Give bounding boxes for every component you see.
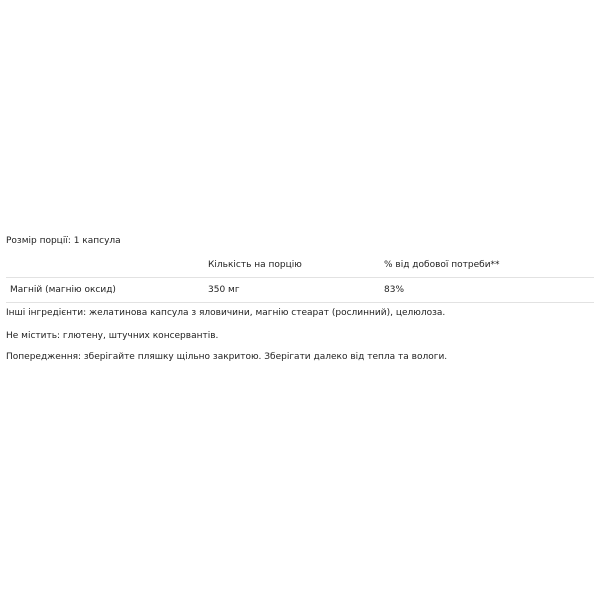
nutrition-table	[6, 253, 594, 303]
header-amount-per-serving: Кількість на порцію	[208, 260, 302, 270]
warning: Попередження: зберігайте пляшку щільно закритою. Зберігати далеко від тепла та вологи.	[6, 352, 448, 362]
table-row	[6, 278, 594, 303]
nutrient-daily-value: 83%	[384, 285, 405, 295]
serving-size: Розмір порції: 1 капсула	[6, 236, 121, 246]
header-daily-value: % від добової потреби**	[384, 260, 500, 270]
nutrient-name: Магній (магнію оксид)	[10, 285, 116, 295]
nutrient-amount: 350 мг	[208, 285, 240, 295]
free-from: Не містить: глютену, штучних консервантів.	[6, 331, 219, 341]
table-header-row	[6, 253, 594, 278]
other-ingredients: Інші інгредієнти: желатинова капсула з яловичини, магнію стеарат (рослинний), целюлоза.	[6, 308, 446, 318]
